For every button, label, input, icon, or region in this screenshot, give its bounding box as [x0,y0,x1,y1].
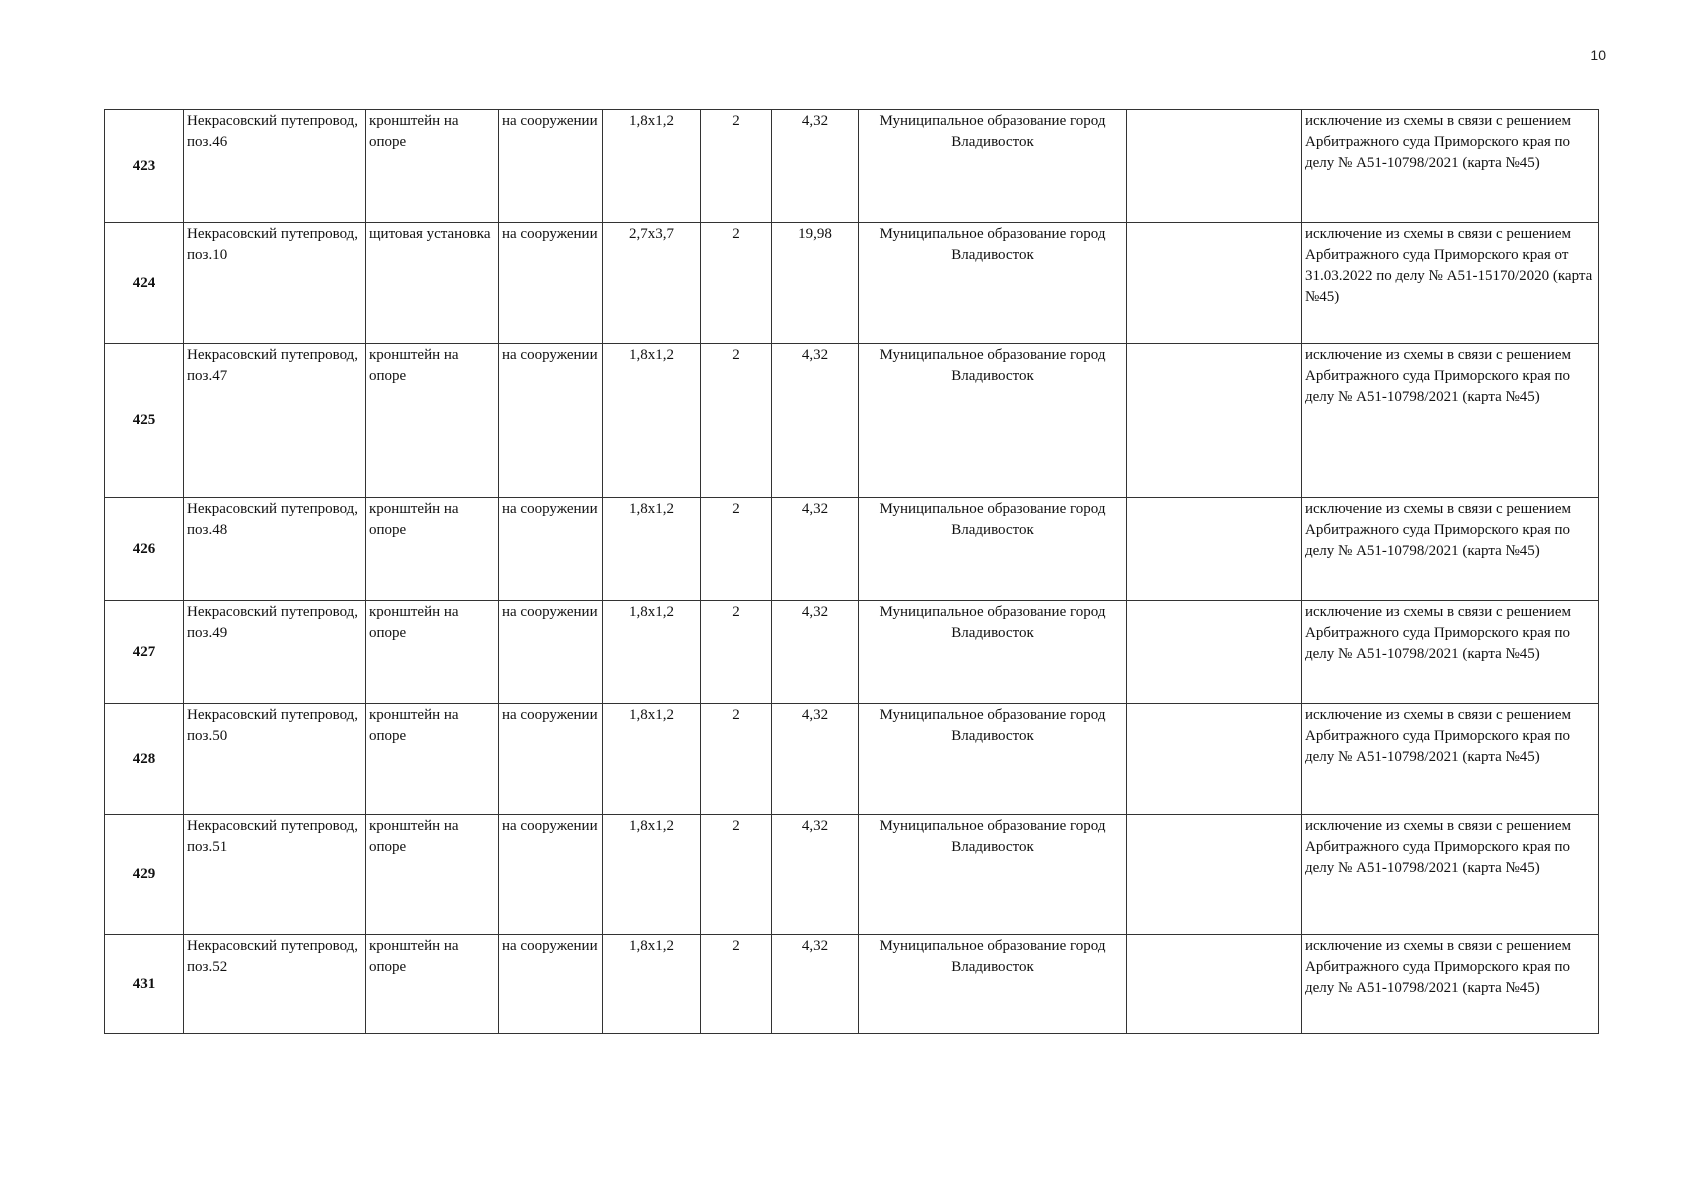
empty-cell [1127,110,1302,223]
sides-cell: 2 [701,815,772,935]
area-cell: 4,32 [772,704,859,815]
empty-cell [1127,223,1302,344]
sides-cell: 2 [701,498,772,601]
size-cell: 1,8х1,2 [603,704,701,815]
owner-cell: Муниципальное образование город Владивосток [859,344,1127,498]
location-cell: Некрасовский путепровод, поз.46 [184,110,366,223]
structure-type-cell: кронштейн на опоре [366,110,499,223]
sides-cell: 2 [701,110,772,223]
size-cell: 1,8х1,2 [603,344,701,498]
owner-cell: Муниципальное образование город Владивосток [859,601,1127,704]
placement-cell: на сооружении [499,223,603,344]
row-number: 425 [105,344,184,498]
size-cell: 1,8х1,2 [603,498,701,601]
sides-cell: 2 [701,704,772,815]
size-cell: 1,8х1,2 [603,815,701,935]
structure-type-cell: кронштейн на опоре [366,935,499,1034]
size-cell: 1,8х1,2 [603,935,701,1034]
owner-cell: Муниципальное образование город Владивосток [859,935,1127,1034]
empty-cell [1127,935,1302,1034]
empty-cell [1127,344,1302,498]
note-cell: исключение из схемы в связи с решением Арбитражного суда Приморского края по делу № А51-10798/2021 (карта №45) [1302,498,1599,601]
row-number: 431 [105,935,184,1034]
location-cell: Некрасовский путепровод, поз.10 [184,223,366,344]
row-number: 428 [105,704,184,815]
owner-cell: Муниципальное образование город Владивосток [859,223,1127,344]
area-cell: 4,32 [772,935,859,1034]
placement-cell: на сооружении [499,498,603,601]
sides-cell: 2 [701,935,772,1034]
size-cell: 1,8х1,2 [603,601,701,704]
note-cell: исключение из схемы в связи с решением Арбитражного суда Приморского края по делу № А51-10798/2021 (карта №45) [1302,601,1599,704]
empty-cell [1127,815,1302,935]
row-number: 423 [105,110,184,223]
area-cell: 4,32 [772,344,859,498]
location-cell: Некрасовский путепровод, поз.50 [184,704,366,815]
location-cell: Некрасовский путепровод, поз.49 [184,601,366,704]
placement-cell: на сооружении [499,344,603,498]
placement-cell: на сооружении [499,815,603,935]
area-cell: 4,32 [772,815,859,935]
structure-type-cell: кронштейн на опоре [366,498,499,601]
page-number: 10 [1590,47,1606,63]
area-cell: 19,98 [772,223,859,344]
row-number: 426 [105,498,184,601]
sides-cell: 2 [701,223,772,344]
note-cell: исключение из схемы в связи с решением Арбитражного суда Приморского края по делу № А51-10798/2021 (карта №45) [1302,935,1599,1034]
row-number: 427 [105,601,184,704]
note-cell: исключение из схемы в связи с решением Арбитражного суда Приморского края по делу № А51-10798/2021 (карта №45) [1302,344,1599,498]
placement-cell: на сооружении [499,601,603,704]
table-row [105,935,1599,1034]
location-cell: Некрасовский путепровод, поз.52 [184,935,366,1034]
empty-cell [1127,498,1302,601]
table-row [105,223,1599,344]
owner-cell: Муниципальное образование город Владивосток [859,110,1127,223]
size-cell: 2,7х3,7 [603,223,701,344]
owner-cell: Муниципальное образование город Владивосток [859,815,1127,935]
placement-cell: на сооружении [499,704,603,815]
note-cell: исключение из схемы в связи с решением Арбитражного суда Приморского края по делу № А51-10798/2021 (карта №45) [1302,704,1599,815]
row-number: 429 [105,815,184,935]
empty-cell [1127,704,1302,815]
area-cell: 4,32 [772,601,859,704]
table-row [105,110,1599,223]
empty-cell [1127,601,1302,704]
note-cell: исключение из схемы в связи с решением Арбитражного суда Приморского края по делу № А51-10798/2021 (карта №45) [1302,110,1599,223]
placement-cell: на сооружении [499,110,603,223]
placement-cell: на сооружении [499,935,603,1034]
owner-cell: Муниципальное образование город Владивосток [859,704,1127,815]
table-row [105,815,1599,935]
owner-cell: Муниципальное образование город Владивосток [859,498,1127,601]
structure-type-cell: кронштейн на опоре [366,601,499,704]
location-cell: Некрасовский путепровод, поз.48 [184,498,366,601]
area-cell: 4,32 [772,498,859,601]
area-cell: 4,32 [772,110,859,223]
location-cell: Некрасовский путепровод, поз.47 [184,344,366,498]
table-row [105,704,1599,815]
table-row [105,498,1599,601]
structure-type-cell: щитовая установка [366,223,499,344]
structure-type-cell: кронштейн на опоре [366,704,499,815]
note-cell: исключение из схемы в связи с решением Арбитражного суда Приморского края по делу № А51-10798/2021 (карта №45) [1302,815,1599,935]
row-number: 424 [105,223,184,344]
registry-table [104,109,1599,1034]
structure-type-cell: кронштейн на опоре [366,815,499,935]
registry-table-body [105,110,1599,1034]
sides-cell: 2 [701,601,772,704]
note-cell: исключение из схемы в связи с решением Арбитражного суда Приморского края от 31.03.2022 по делу № А51-15170/2020 (карта №45) [1302,223,1599,344]
sides-cell: 2 [701,344,772,498]
structure-type-cell: кронштейн на опоре [366,344,499,498]
table-row [105,344,1599,498]
size-cell: 1,8х1,2 [603,110,701,223]
location-cell: Некрасовский путепровод, поз.51 [184,815,366,935]
table-row [105,601,1599,704]
